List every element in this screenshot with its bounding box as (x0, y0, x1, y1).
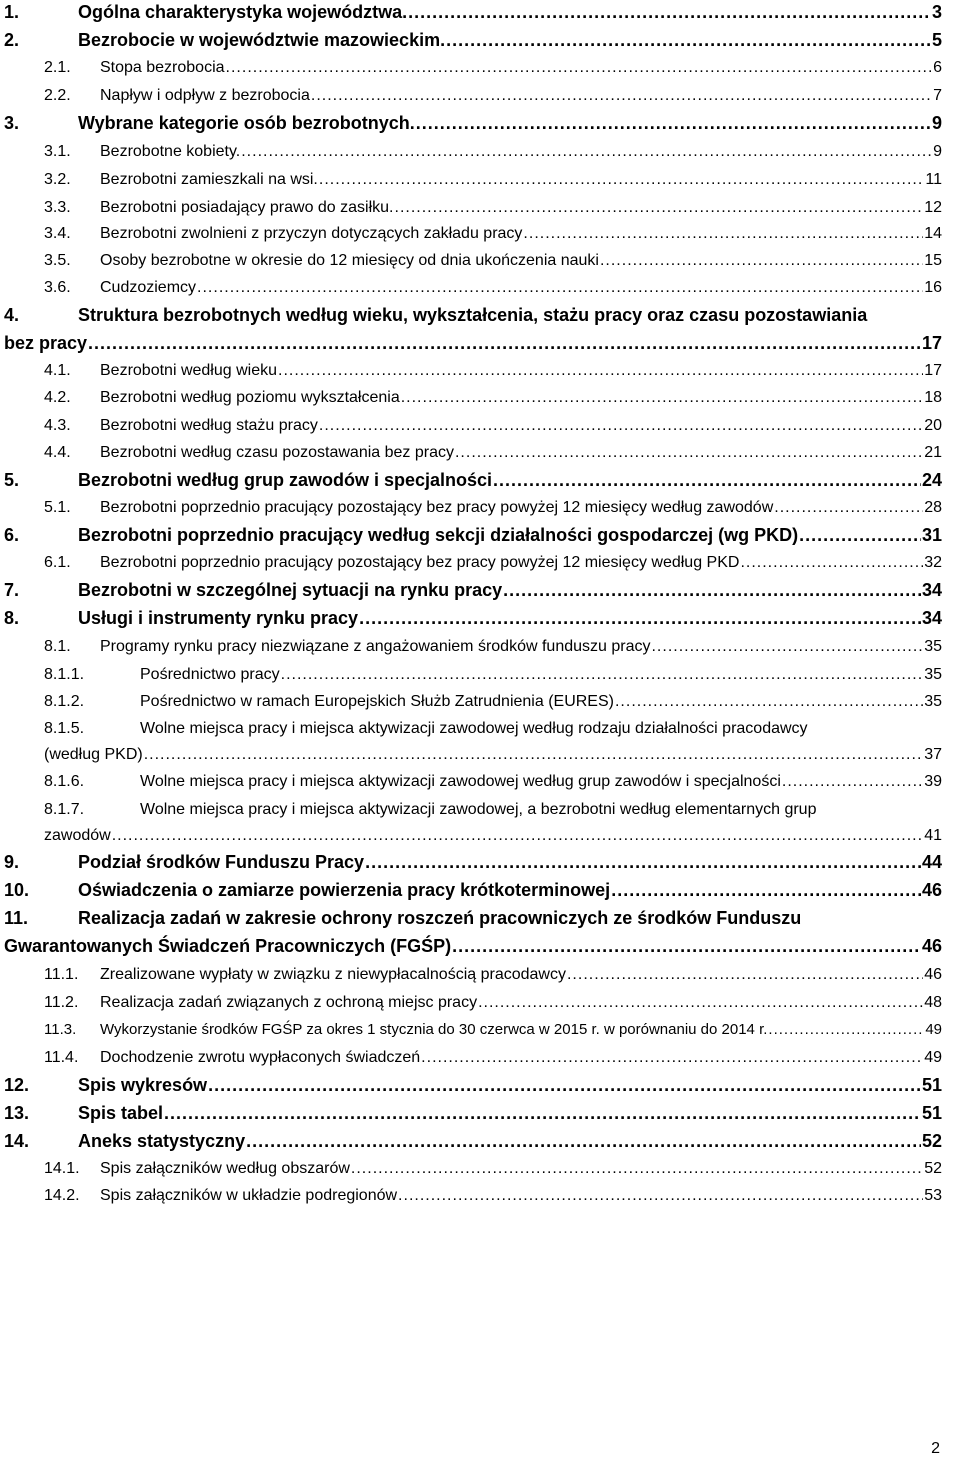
toc-entry[interactable] (4, 880, 942, 901)
toc-entry[interactable] (44, 746, 942, 764)
toc-entry-title: Bezrobotni poprzednio pracujący pozostający bez pracy powyżej 12 miesięcy według PKD (100, 554, 740, 571)
toc-entry[interactable] (44, 827, 942, 845)
toc-dot-leader (398, 1187, 923, 1205)
toc-entry-title: Pośrednictwo pracy (140, 666, 280, 683)
toc-dot-leader (799, 525, 921, 546)
toc-entry-page: 7 (933, 87, 942, 104)
toc-entry-title: Realizacja zadań związanych z ochroną miejsc pracy (100, 994, 478, 1011)
toc-entry[interactable] (44, 966, 942, 984)
toc-entry-page: 52 (924, 1160, 942, 1177)
toc-entry-number: 11.4. (44, 1049, 79, 1066)
toc-dot-leader (615, 693, 923, 711)
toc-entry-number: 3.3. (44, 199, 71, 216)
toc-dot-leader (351, 1160, 923, 1178)
toc-entry-number: 5. (4, 470, 20, 490)
toc-entry-title: Bezrobotni poprzednio pracujący pozostający bez pracy powyżej 12 miesięcy według zawodów (100, 499, 774, 516)
toc-entry-title: Bezrobotne kobiety. (100, 143, 241, 160)
toc-entry[interactable] (44, 199, 942, 217)
toc-entry-number: 5.1. (44, 499, 71, 516)
toc-entry-wrapped-line[interactable] (4, 305, 954, 326)
toc-entry-page: 31 (921, 525, 942, 545)
toc-entry[interactable] (4, 30, 942, 51)
toc-dot-leader (241, 143, 932, 161)
toc-entry-page: 5 (931, 30, 942, 50)
toc-entry[interactable] (4, 470, 942, 491)
toc-entry-title: Bezrobotni według wieku (100, 362, 277, 379)
toc-entry-number: 14.2. (44, 1187, 80, 1204)
toc-entry-number: 8.1.2. (44, 693, 85, 710)
toc-entry[interactable] (4, 608, 942, 629)
toc-entry-title: Zrealizowane wypłaty w związku z niewypłacalnością pracodawcy (100, 966, 566, 983)
toc-dot-leader (144, 746, 924, 764)
toc-entry[interactable] (44, 1049, 942, 1067)
toc-entry[interactable] (4, 525, 942, 546)
toc-entry-number: 6. (4, 525, 20, 545)
toc-entry-number: 1. (4, 2, 20, 22)
toc-entry-title: Dochodzenie zwrotu wypłaconych świadczeń (100, 1049, 421, 1066)
toc-entry-wrapped-line[interactable] (4, 908, 954, 929)
toc-entry-number: 7. (4, 580, 20, 600)
toc-dot-leader (319, 171, 925, 189)
toc-dot-leader (503, 580, 921, 601)
toc-entry-page: 28 (924, 499, 942, 516)
toc-entry-title: Wolne miejsca pracy i miejsca aktywizacji zawodowej według grup zawodów i specjalności (140, 773, 781, 790)
toc-entry-page: 21 (924, 444, 942, 461)
toc-entry-number: 8. (4, 608, 20, 628)
toc-entry-page: 20 (924, 417, 942, 434)
toc-entry-page: 16 (924, 279, 942, 296)
toc-dot-leader (88, 333, 921, 354)
toc-dot-leader (226, 59, 933, 77)
toc-entry-page: 51 (921, 1103, 942, 1123)
toc-entry-title: Bezrobotni według grup zawodów i specjalności (78, 470, 493, 490)
toc-entry[interactable] (44, 87, 942, 105)
toc-entry-number: 11.1. (44, 966, 79, 983)
toc-entry[interactable] (4, 113, 942, 134)
toc-entry-number: 6.1. (44, 554, 71, 571)
toc-dot-leader (651, 638, 923, 656)
toc-entry-number: 13. (4, 1103, 30, 1123)
toc-entry-title: Stopa bezrobocia (100, 59, 225, 76)
toc-entry[interactable] (4, 1075, 942, 1096)
toc-entry-page: 46 (921, 880, 942, 900)
toc-entry-number: 4.3. (44, 417, 71, 434)
toc-entry-page: 35 (924, 638, 942, 655)
toc-entry[interactable] (44, 1187, 942, 1205)
toc-entry-page: 35 (924, 693, 942, 710)
toc-entry-number: 11.3. (44, 1021, 77, 1038)
toc-dot-leader (278, 362, 923, 380)
toc-dot-leader (281, 666, 924, 684)
toc-entry-wrapped-line[interactable] (44, 801, 954, 819)
toc-entry-number: 11. (4, 908, 29, 928)
toc-dot-leader (359, 608, 921, 629)
page-number: 2 (931, 1440, 940, 1457)
toc-dot-leader (421, 1049, 923, 1067)
toc-entry-page: 14 (924, 225, 942, 242)
toc-dot-leader (401, 389, 923, 407)
toc-entry-number: 14. (4, 1131, 30, 1151)
toc-entry-title: Bezrobotni posiadający prawo do zasiłku. (100, 199, 394, 216)
toc-entry[interactable] (44, 252, 942, 270)
toc-dot-leader (567, 966, 923, 984)
toc-entry-title: Cudzoziemcy (100, 279, 197, 296)
toc-dot-leader (246, 1131, 921, 1152)
toc-entry-title: Pośrednictwo w ramach Europejskich Służb Zatrudnienia (EURES) (140, 693, 614, 710)
toc-entry-number: 14.1. (44, 1160, 80, 1177)
toc-entry-title: Osoby bezrobotne w okresie do 12 miesięcy od dnia ukończenia nauki (100, 252, 599, 269)
toc-entry-number: 8.1. (44, 638, 71, 655)
toc-entry-title: Wolne miejsca pracy i miejsca aktywizacji zawodowej, a bezrobotni według elementarnych grup (140, 801, 817, 818)
toc-entry[interactable] (4, 936, 942, 957)
toc-entry-title: Bezrobotni według stażu pracy (100, 417, 318, 434)
toc-entry[interactable] (4, 333, 942, 354)
toc-entry-title: Wykorzystanie środków FGŚP za okres 1 stycznia do 30 czerwca w 2015 r. w porównaniu do 2014 r. (100, 1021, 768, 1038)
toc-entry-page: 9 (931, 113, 942, 133)
toc-entry-title: Bezrobotni według czasu pozostawania bez pracy (100, 444, 454, 461)
toc-dot-leader (768, 1021, 924, 1038)
toc-dot-leader (782, 773, 923, 791)
toc-dot-leader (311, 87, 932, 105)
toc-entry[interactable] (44, 444, 942, 462)
toc-entry-number: 8.1.1. (44, 666, 85, 683)
toc-entry-title: Bezrobotni poprzednio pracujący według sekcji działalności gospodarczej (wg PKD) (78, 525, 799, 545)
toc-dot-leader (365, 852, 921, 873)
toc-dot-leader (493, 470, 921, 491)
toc-entry-title: Podział środków Funduszu Pracy (78, 852, 365, 872)
toc-entry-title: Bezrobotni zwolnieni z przyczyn dotyczących zakładu pracy (100, 225, 523, 242)
toc-entry-page: 15 (924, 252, 942, 269)
toc-entry-page: 53 (924, 1187, 942, 1204)
toc-entry-page: 52 (921, 1131, 942, 1151)
toc-entry-number: 4.2. (44, 389, 71, 406)
toc-entry[interactable] (44, 499, 942, 517)
toc-entry[interactable] (44, 362, 942, 380)
toc-entry-page: 37 (924, 746, 942, 763)
toc-entry-title: Bezrobotni zamieszkali na wsi. (100, 171, 318, 188)
toc-entry-number: 12. (4, 1075, 30, 1095)
toc-entry-number: 2.1. (44, 59, 71, 76)
toc-entry-number: 3. (4, 113, 20, 133)
toc-dot-leader (408, 2, 931, 23)
toc-entry[interactable] (44, 389, 942, 407)
toc-entry-page: 11 (925, 171, 942, 188)
toc-entry-page: 46 (924, 966, 942, 983)
toc-entry-title: Wybrane kategorie osób bezrobotnych. (78, 113, 415, 133)
toc-entry-page: 34 (921, 580, 942, 600)
toc-entry-title: Aneks statystyczny (78, 1131, 246, 1151)
toc-entry-page: 24 (921, 470, 942, 490)
toc-entry[interactable] (44, 638, 942, 656)
toc-entry-title: Oświadczenia o zamiarze powierzenia pracy krótkoterminowej (78, 880, 611, 900)
toc-entry-number: 2.2. (44, 87, 71, 104)
toc-entry-page: 9 (933, 143, 942, 160)
toc-entry-page: 46 (921, 936, 942, 956)
toc-entry-page: 41 (924, 827, 942, 844)
toc-entry-title: Ogólna charakterystyka województwa. (78, 2, 408, 22)
toc-entry[interactable] (4, 1103, 942, 1124)
toc-entry[interactable] (44, 693, 942, 711)
toc-entry-number: 8.1.6. (44, 773, 85, 790)
toc-entry-number: 9. (4, 852, 20, 872)
toc-entry-title: Bezrobocie w województwie mazowieckim. (78, 30, 446, 50)
toc-entry[interactable] (44, 666, 942, 684)
toc-entry-page: 34 (921, 608, 942, 628)
toc-entry[interactable] (44, 1021, 942, 1038)
toc-entry-title: Realizacja zadań w zakresie ochrony roszczeń pracowniczych ze środków Funduszu (78, 908, 802, 928)
toc-entry[interactable] (4, 852, 942, 873)
toc-dot-leader (112, 827, 924, 845)
toc-dot-leader (600, 252, 923, 270)
toc-dot-leader (774, 499, 923, 517)
toc-entry-page: 49 (924, 1049, 942, 1066)
toc-entry-title-continuation: zawodów (44, 827, 111, 844)
toc-dot-leader (416, 113, 931, 134)
toc-entry-page: 18 (924, 389, 942, 406)
toc-entry-page: 32 (924, 554, 942, 571)
toc-dot-leader (478, 994, 923, 1012)
toc-dot-leader (452, 936, 921, 957)
toc-entry[interactable] (4, 580, 942, 601)
toc-dot-leader (319, 417, 923, 435)
toc-entry-number: 11.2. (44, 994, 79, 1011)
toc-entry-number: 8.1.7. (44, 801, 85, 818)
toc-entry-number: 3.2. (44, 171, 71, 188)
toc-entry[interactable] (4, 1131, 942, 1152)
toc-dot-leader (164, 1103, 921, 1124)
toc-entry-page: 17 (921, 333, 942, 353)
toc-entry-page: 48 (924, 994, 942, 1011)
toc-dot-leader (740, 554, 923, 572)
toc-entry-number: 2. (4, 30, 20, 50)
toc-entry[interactable] (44, 773, 942, 791)
toc-entry-number: 8.1.5. (44, 720, 85, 737)
toc-entry-number: 4.4. (44, 444, 71, 461)
toc-entry-page: 44 (921, 852, 942, 872)
toc-entry-number: 3.6. (44, 279, 71, 296)
toc-entry-number: 3.4. (44, 225, 71, 242)
toc-entry[interactable] (44, 171, 942, 189)
toc-entry-number: 4. (4, 305, 20, 325)
toc-dot-leader (455, 444, 923, 462)
toc-entry-title-continuation: bez pracy (4, 333, 88, 353)
toc-entry-page: 6 (933, 59, 942, 76)
toc-entry-title: Spis załączników w układzie podregionów (100, 1187, 398, 1204)
toc-dot-leader (611, 880, 921, 901)
toc-entry[interactable] (4, 2, 942, 23)
toc-entry-page: 17 (924, 362, 942, 379)
toc-entry-number: 3.1. (44, 143, 71, 160)
toc-entry-number: 3.5. (44, 252, 71, 269)
toc-entry-page: 12 (924, 199, 942, 216)
toc-entry-title: Programy rynku pracy niezwiązane z angażowaniem środków funduszu pracy (100, 638, 651, 655)
toc-entry-page: 35 (924, 666, 942, 683)
toc-entry-title: Spis tabel (78, 1103, 164, 1123)
toc-entry[interactable] (44, 279, 942, 297)
toc-entry-page: 51 (921, 1075, 942, 1095)
toc-entry[interactable] (44, 417, 942, 435)
toc-entry-title: Struktura bezrobotnych według wieku, wykształcenia, stażu pracy oraz czasu pozostawiania (78, 305, 868, 325)
toc-entry-title: Bezrobotni według poziomu wykształcenia (100, 389, 400, 406)
toc-dot-leader (395, 199, 924, 217)
toc-entry-title: Napływ i odpływ z bezrobocia (100, 87, 310, 104)
toc-entry[interactable] (44, 143, 942, 161)
toc-entry-title: Wolne miejsca pracy i miejsca aktywizacji zawodowej według rodzaju działalności pracodawcy (140, 720, 808, 737)
toc-entry[interactable] (44, 59, 942, 77)
toc-entry-wrapped-line[interactable] (44, 720, 954, 738)
toc-entry-number: 4.1. (44, 362, 71, 379)
toc-entry[interactable] (44, 994, 942, 1012)
toc-entry-title: Bezrobotni w szczególnej sytuacji na rynku pracy (78, 580, 503, 600)
toc-entry[interactable] (44, 1160, 942, 1178)
toc-entry-page: 49 (925, 1021, 942, 1038)
toc-entry-title: Spis załączników według obszarów (100, 1160, 350, 1177)
toc-entry[interactable] (44, 554, 942, 572)
toc-entry-number: 10. (4, 880, 30, 900)
toc-entry-title-continuation: Gwarantowanych Świadczeń Pracowniczych (FGŚP) (4, 936, 452, 956)
toc-dot-leader (197, 279, 923, 297)
toc-entry-page: 39 (924, 773, 942, 790)
toc-entry-title-continuation: (według PKD) (44, 746, 143, 763)
toc-dot-leader (523, 225, 923, 243)
toc-dot-leader (446, 30, 931, 51)
toc-entry-title: Spis wykresów (78, 1075, 208, 1095)
toc-entry-title: Usługi i instrumenty rynku pracy (78, 608, 359, 628)
toc-entry[interactable] (44, 225, 942, 243)
toc-entry-page: 3 (931, 2, 942, 22)
toc-dot-leader (208, 1075, 921, 1096)
